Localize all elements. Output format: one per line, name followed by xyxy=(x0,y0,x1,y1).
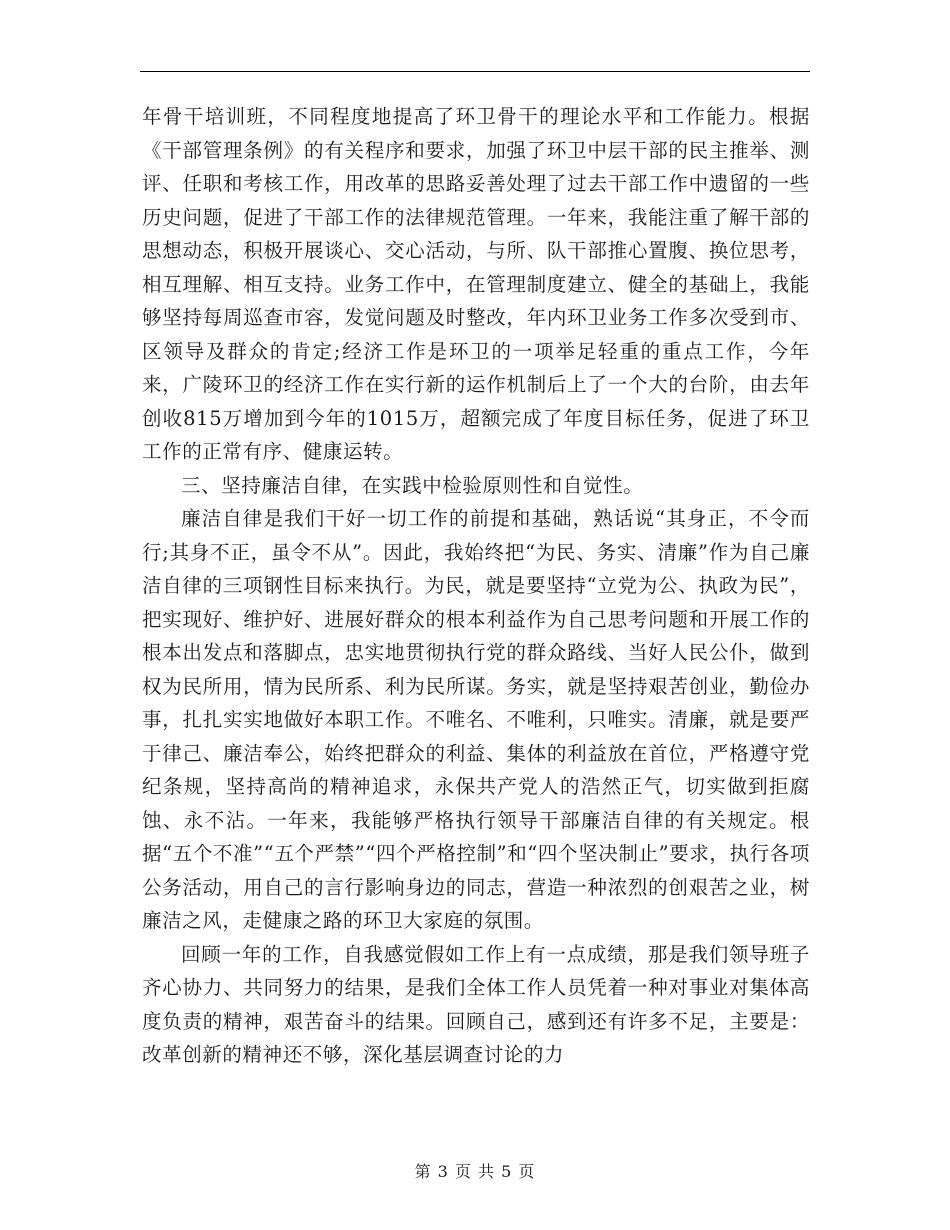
paragraph: 年骨干培训班，不同程度地提高了环卫骨干的理论水平和工作能力。根据《干部管理条例》的有关程序和要求，加强了环卫中层干部的民主推举、测评、任职和考核工作，用改革的思路妥善处理了过去干部工作中遗留的一些历史问题，促进了干部工作的法律规范管理。一年来，我能注重了解干部的思想动态，积极开展谈心、交心活动，与所、队干部推心置腹、换位思考，相互理解、相互支持。业务工作中，在管理制度建立、健全的基础上，我能够坚持每周巡查市容，发觉问题及时整改，年内环卫业务工作多次受到市、区领导及群众的肯定;经济工作是环卫的一项举足轻重的重点工作，今年来，广陵环卫的经济工作在实行新的运作机制后上了一个大的台阶，由去年创收815万增加到今年的1015万，超额完成了年度目标任务，促进了环卫工作的正常有序、健康运转。 xyxy=(142,105,810,463)
body-text xyxy=(142,100,810,1072)
page-footer: 第 3 页 共 5 页 xyxy=(414,1162,536,1181)
paragraph: 廉洁自律是我们干好一切工作的前提和基础，熟话说“其身正，不令而行;其身不正，虽令不从”。因此，我始终把“为民、务实、清廉”作为自己廉洁自律的三项钢性目标来执行。为民，就是要坚持“立党为公、执政为民”，把实现好、维护好、进展好群众的根本利益作为自己思考问题和开展工作的根本出发点和落脚点，忠实地贯彻执行党的群众路线、当好人民公仆，做到权为民所用，情为民所系、利为民所谋。务实，就是坚持艰苦创业，勤俭办事，扎扎实实地做好本职工作。不唯名、不唯利，只唯实。清廉，就是要严于律己、廉洁奉公，始终把群众的利益、集体的利益放在首位，严格遵守党纪条规，坚持高尚的精神追求，永保共产党人的浩然正气，切实做到拒腐蚀、永不沾。一年来，我能够严格执行领导干部廉洁自律的有关规定。根据“五个不准”“五个严禁”“四个严格控制”和“四个坚决制止”要求，执行各项公务活动，用自己的言行影响身边的同志，营造一种浓烈的创艰苦之业，树廉洁之风，走健康之路的环卫大家庭的氛围。 xyxy=(142,507,810,932)
paragraph: 回顾一年的工作，自我感觉假如工作上有一点成绩，那是我们领导班子齐心协力、共同努力的结果，是我们全体工作人员凭着一种对事业对集体高度负责的精神，艰苦奋斗的结果。回顾自己，感到还有许多不足，主要是：改革创新的精神还不够，深化基层调查讨论的力 xyxy=(142,942,810,1066)
section-heading: 三、坚持廉洁自律，在实践中检验原则性和自觉性。 xyxy=(181,473,644,497)
header-rule xyxy=(140,71,810,72)
